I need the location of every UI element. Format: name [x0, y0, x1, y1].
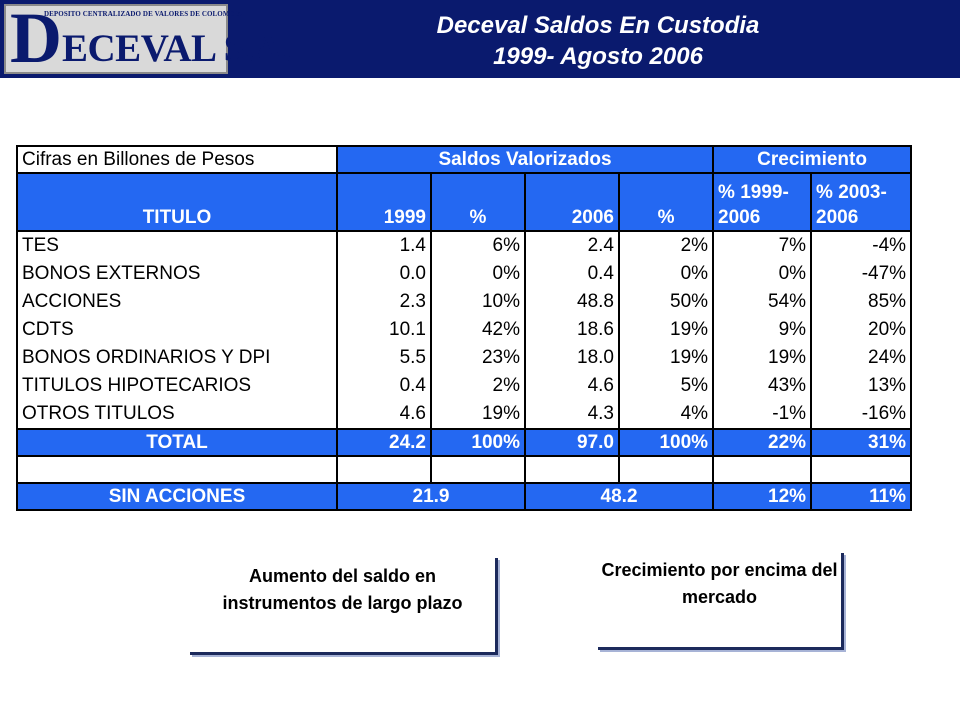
row-value-v2006: 0.4 — [525, 260, 619, 288]
spacer-cell — [337, 456, 431, 483]
table-column-header — [17, 173, 911, 231]
table-group-header — [17, 146, 911, 173]
row-value-p1999: 42% — [431, 316, 525, 344]
sin-acciones-label: SIN ACCIONES — [17, 483, 337, 510]
spacer-cell — [17, 456, 337, 483]
table-row — [17, 288, 911, 316]
row-value-v1999: 1.4 — [337, 231, 431, 260]
row-value-p2006: 5% — [619, 372, 713, 400]
table-row — [17, 231, 911, 260]
row-value-v2006: 48.8 — [525, 288, 619, 316]
row-value-v1999: 4.6 — [337, 400, 431, 429]
sin-acciones-1999: 21.9 — [337, 483, 525, 510]
row-value-g2: -16% — [811, 400, 911, 429]
row-value-v1999: 0.0 — [337, 260, 431, 288]
row-value-g2: 24% — [811, 344, 911, 372]
row-label: CDTS — [17, 316, 337, 344]
row-value-g2: 20% — [811, 316, 911, 344]
table-row — [17, 372, 911, 400]
col-pct-2006: % — [619, 173, 713, 231]
spacer-cell — [525, 456, 619, 483]
title-line-2: 1999- Agosto 2006 — [493, 43, 703, 70]
row-value-g1: 9% — [713, 316, 811, 344]
sin-acciones-row — [17, 483, 911, 510]
row-value-g1: 43% — [713, 372, 811, 400]
row-value-v1999: 0.4 — [337, 372, 431, 400]
row-value-v2006: 18.0 — [525, 344, 619, 372]
row-value-p1999: 10% — [431, 288, 525, 316]
row-label: TES — [17, 231, 337, 260]
row-value-v2006: 18.6 — [525, 316, 619, 344]
table-row — [17, 400, 911, 429]
total-pct-2006: 100% — [619, 429, 713, 456]
header-bar — [0, 0, 960, 78]
col-2006: 2006 — [525, 173, 619, 231]
row-value-v2006: 4.6 — [525, 372, 619, 400]
row-label: TITULOS HIPOTECARIOS — [17, 372, 337, 400]
row-value-g1: 54% — [713, 288, 811, 316]
row-value-p1999: 6% — [431, 231, 525, 260]
col-1999: 1999 — [337, 173, 431, 231]
row-value-g1: 19% — [713, 344, 811, 372]
table-row — [17, 344, 911, 372]
total-2006: 97.0 — [525, 429, 619, 456]
row-value-p2006: 4% — [619, 400, 713, 429]
sin-acciones-growth-1: 12% — [713, 483, 811, 510]
units-caption: Cifras en Billones de Pesos — [17, 146, 337, 173]
group-crecimiento: Crecimiento — [713, 146, 911, 173]
spacer-row — [17, 456, 911, 483]
logo-subtitle: DEPOSITO CENTRALIZADO DE VALORES DE COLOMBIA — [44, 10, 243, 18]
total-growth-1: 22% — [713, 429, 811, 456]
row-label: OTROS TITULOS — [17, 400, 337, 429]
col-growth-2003-2006: % 2003- 2006 — [811, 173, 911, 231]
sin-acciones-growth-2: 11% — [811, 483, 911, 510]
note-above-market: Crecimiento por encima del mercado — [598, 553, 844, 650]
table-row — [17, 316, 911, 344]
row-value-g2: 85% — [811, 288, 911, 316]
deceval-logo — [4, 0, 291, 78]
row-value-v1999: 2.3 — [337, 288, 431, 316]
row-value-g1: -1% — [713, 400, 811, 429]
spacer-cell — [431, 456, 525, 483]
row-value-p2006: 50% — [619, 288, 713, 316]
sin-acciones-2006: 48.2 — [525, 483, 713, 510]
row-value-p2006: 19% — [619, 344, 713, 372]
row-value-p1999: 0% — [431, 260, 525, 288]
spacer-cell — [811, 456, 911, 483]
row-value-p2006: 2% — [619, 231, 713, 260]
total-label: TOTAL — [17, 429, 337, 456]
row-value-g1: 0% — [713, 260, 811, 288]
row-value-g2: -47% — [811, 260, 911, 288]
row-value-g2: -4% — [811, 231, 911, 260]
total-growth-2: 31% — [811, 429, 911, 456]
row-value-p1999: 23% — [431, 344, 525, 372]
row-label: ACCIONES — [17, 288, 337, 316]
logo-wordmark: ECEVAL S.A. — [62, 27, 291, 70]
row-value-v1999: 10.1 — [337, 316, 431, 344]
row-label: BONOS ORDINARIOS Y DPI — [17, 344, 337, 372]
total-row — [17, 429, 911, 456]
page-title — [240, 10, 956, 72]
total-pct-1999: 100% — [431, 429, 525, 456]
row-value-g1: 7% — [713, 231, 811, 260]
row-value-p1999: 19% — [431, 400, 525, 429]
title-line-1: Deceval Saldos En Custodia — [436, 12, 760, 39]
spacer-cell — [713, 456, 811, 483]
row-value-p1999: 2% — [431, 372, 525, 400]
row-value-g2: 13% — [811, 372, 911, 400]
spacer-cell — [619, 456, 713, 483]
logo-letter: D — [10, 0, 62, 78]
row-value-p2006: 0% — [619, 260, 713, 288]
col-titulo: TITULO — [17, 173, 337, 231]
col-growth-1999-2006: % 1999- 2006 — [713, 173, 811, 231]
table-row — [17, 260, 911, 288]
total-1999: 24.2 — [337, 429, 431, 456]
row-value-p2006: 19% — [619, 316, 713, 344]
row-value-v2006: 4.3 — [525, 400, 619, 429]
col-pct-1999: % — [431, 173, 525, 231]
group-saldos: Saldos Valorizados — [337, 146, 713, 173]
row-value-v2006: 2.4 — [525, 231, 619, 260]
row-value-v1999: 5.5 — [337, 344, 431, 372]
row-label: BONOS EXTERNOS — [17, 260, 337, 288]
custody-table — [16, 145, 912, 511]
note-long-term: Aumento del saldo en instrumentos de largo plazo — [190, 558, 498, 655]
